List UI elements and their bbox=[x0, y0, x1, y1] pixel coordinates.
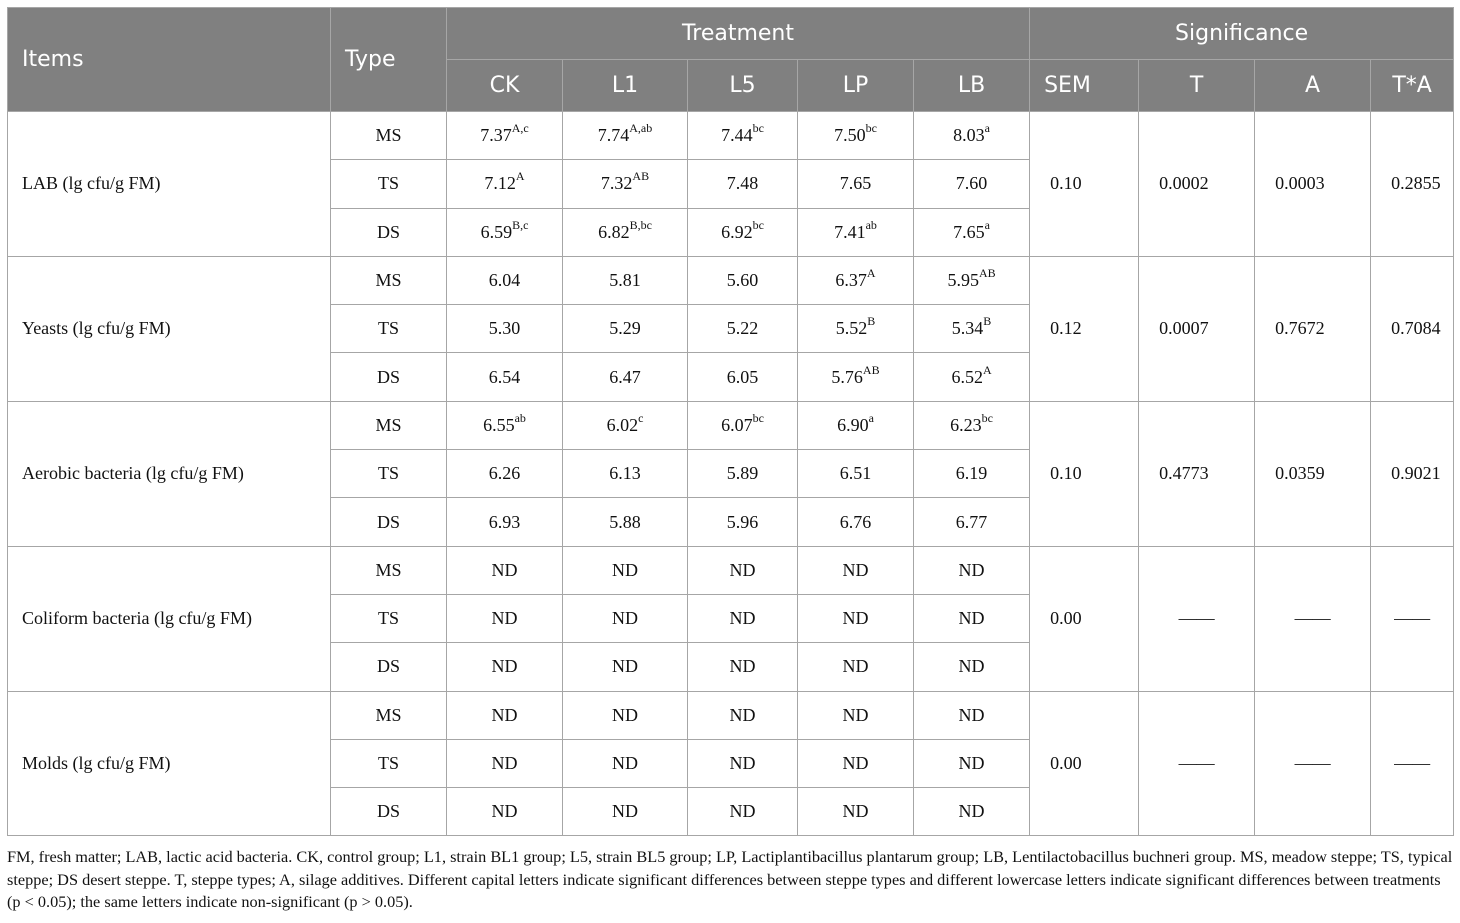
stat-cell: 0.00 bbox=[1030, 546, 1139, 691]
table-row bbox=[8, 691, 1454, 739]
value-cell bbox=[688, 353, 798, 401]
type-cell: TS bbox=[331, 450, 447, 498]
table-body bbox=[8, 112, 1454, 836]
cell-value: 5.29 bbox=[609, 318, 641, 339]
value-cell bbox=[563, 305, 688, 353]
value-cell bbox=[688, 546, 798, 594]
cell-value: 7.44 bbox=[721, 125, 753, 146]
cell-value: 7.65 bbox=[953, 221, 985, 242]
stat-cell: 0.10 bbox=[1030, 112, 1139, 257]
cell-value: ND bbox=[842, 753, 869, 773]
header-stat-sem: SEM bbox=[1030, 60, 1139, 112]
cell-value: ND bbox=[612, 801, 638, 822]
cell-value: 7.37 bbox=[480, 125, 512, 146]
table-row bbox=[8, 546, 1454, 594]
header-treatment-l5: L5 bbox=[688, 60, 798, 112]
significance-letters: A,c bbox=[511, 121, 529, 136]
header-stat-ta: T*A bbox=[1371, 60, 1454, 112]
type-cell: MS bbox=[331, 112, 447, 160]
type-cell: TS bbox=[331, 594, 447, 642]
header-treatment-lb: LB bbox=[914, 60, 1030, 112]
stat-cell: —— bbox=[1371, 691, 1454, 836]
significance-letters: B,bc bbox=[629, 217, 652, 232]
value-cell bbox=[447, 594, 563, 642]
cell-value: ND bbox=[491, 801, 518, 822]
value-cell bbox=[914, 353, 1030, 401]
type-cell: MS bbox=[331, 256, 447, 304]
significance-letters: A,ab bbox=[629, 121, 653, 136]
stat-cell: 0.00 bbox=[1030, 691, 1139, 836]
cell-value: 6.59 bbox=[480, 221, 513, 242]
value-cell bbox=[914, 594, 1030, 642]
value-cell bbox=[798, 160, 914, 208]
cell-value: ND bbox=[958, 704, 985, 725]
value-cell bbox=[798, 450, 914, 498]
value-cell bbox=[447, 208, 563, 256]
significance-letters: a bbox=[984, 121, 990, 136]
type-cell: MS bbox=[331, 401, 447, 449]
cell-value: ND bbox=[729, 559, 756, 580]
item-label: LAB (lg cfu/g FM) bbox=[8, 112, 331, 257]
stat-cell: 0.7672 bbox=[1255, 256, 1371, 401]
value-cell bbox=[563, 788, 688, 836]
value-cell bbox=[688, 256, 798, 304]
cell-value: ND bbox=[612, 608, 638, 629]
stat-cell: 0.0002 bbox=[1139, 112, 1255, 257]
value-cell bbox=[914, 691, 1030, 739]
significance-letters: bc bbox=[752, 217, 764, 232]
cell-value: 7.41 bbox=[834, 221, 866, 242]
table-row bbox=[8, 256, 1454, 304]
header-treatment-ck: CK bbox=[447, 60, 563, 112]
cell-value: ND bbox=[842, 559, 869, 580]
value-cell bbox=[447, 112, 563, 160]
item-label: Molds (lg cfu/g FM) bbox=[8, 691, 331, 836]
value-cell bbox=[914, 256, 1030, 304]
value-cell bbox=[563, 546, 688, 594]
header-treatment-lp: LP bbox=[798, 60, 914, 112]
type-cell: TS bbox=[331, 739, 447, 787]
significance-letters: AB bbox=[632, 169, 650, 184]
value-cell bbox=[688, 401, 798, 449]
item-label: Aerobic bacteria (lg cfu/g FM) bbox=[8, 401, 331, 546]
table-row bbox=[8, 401, 1454, 449]
value-cell bbox=[914, 739, 1030, 787]
value-cell bbox=[447, 256, 563, 304]
value-cell bbox=[447, 788, 563, 836]
value-cell bbox=[563, 594, 688, 642]
type-cell: TS bbox=[331, 305, 447, 353]
cell-value: 6.26 bbox=[488, 463, 521, 484]
cell-value: 7.48 bbox=[726, 173, 759, 194]
significance-letters: A bbox=[866, 266, 876, 281]
stat-cell: 0.0359 bbox=[1255, 401, 1371, 546]
value-cell bbox=[563, 112, 688, 160]
significance-letters: c bbox=[638, 410, 644, 425]
value-cell bbox=[798, 594, 914, 642]
significance-letters: B bbox=[867, 314, 876, 329]
value-cell bbox=[563, 353, 688, 401]
stat-cell: —— bbox=[1371, 546, 1454, 691]
cell-value: ND bbox=[612, 559, 638, 580]
cell-value: 8.03 bbox=[953, 125, 985, 146]
cell-value: 5.34 bbox=[951, 318, 984, 339]
value-cell bbox=[447, 739, 563, 787]
cell-value: ND bbox=[842, 656, 869, 677]
header-treatment: Treatment bbox=[447, 8, 1030, 60]
significance-letters: B,c bbox=[512, 217, 529, 232]
cell-value: 6.54 bbox=[488, 366, 521, 387]
cell-value: ND bbox=[491, 704, 518, 725]
value-cell bbox=[798, 305, 914, 353]
value-cell bbox=[914, 546, 1030, 594]
cell-value: 5.60 bbox=[726, 270, 759, 291]
cell-value: 6.51 bbox=[839, 463, 872, 484]
cell-value: 5.95 bbox=[947, 270, 979, 291]
cell-value: 5.89 bbox=[726, 463, 759, 484]
value-cell bbox=[563, 256, 688, 304]
stat-cell: 0.4773 bbox=[1139, 401, 1255, 546]
cell-value: ND bbox=[842, 801, 869, 822]
cell-value: ND bbox=[842, 704, 869, 725]
value-cell bbox=[563, 739, 688, 787]
significance-letters: AB bbox=[862, 362, 880, 377]
cell-value: 6.55 bbox=[483, 414, 515, 435]
cell-value: ND bbox=[729, 753, 756, 773]
cell-value: 6.13 bbox=[609, 463, 641, 484]
cell-value: 6.47 bbox=[609, 366, 641, 387]
stat-cell: 0.0003 bbox=[1255, 112, 1371, 257]
cell-value: ND bbox=[491, 656, 518, 677]
cell-value: 6.77 bbox=[955, 511, 988, 532]
value-cell bbox=[798, 788, 914, 836]
cell-value: ND bbox=[842, 608, 869, 629]
value-cell bbox=[798, 546, 914, 594]
header-treatment-l1: L1 bbox=[563, 60, 688, 112]
cell-value: 5.76 bbox=[831, 366, 863, 387]
value-cell bbox=[688, 643, 798, 691]
cell-value: 6.04 bbox=[488, 270, 521, 291]
value-cell bbox=[914, 305, 1030, 353]
value-cell bbox=[447, 643, 563, 691]
cell-value: 6.82 bbox=[598, 221, 630, 242]
type-cell: TS bbox=[331, 160, 447, 208]
type-cell: DS bbox=[331, 788, 447, 836]
significance-letters: bc bbox=[752, 410, 764, 425]
value-cell bbox=[563, 643, 688, 691]
value-cell bbox=[447, 450, 563, 498]
cell-value: ND bbox=[491, 753, 518, 773]
cell-value: 7.32 bbox=[600, 173, 633, 194]
cell-value: ND bbox=[729, 608, 756, 629]
stat-cell: 0.9021 bbox=[1371, 401, 1454, 546]
cell-value: ND bbox=[612, 656, 638, 677]
cell-value: 7.60 bbox=[955, 173, 988, 194]
significance-letters: AB bbox=[978, 266, 996, 281]
cell-value: 5.22 bbox=[726, 318, 759, 339]
value-cell bbox=[798, 208, 914, 256]
type-cell: MS bbox=[331, 691, 447, 739]
cell-value: 7.50 bbox=[834, 125, 866, 146]
value-cell bbox=[688, 691, 798, 739]
stat-cell: 0.0007 bbox=[1139, 256, 1255, 401]
value-cell bbox=[563, 691, 688, 739]
value-cell bbox=[447, 305, 563, 353]
cell-value: 5.81 bbox=[609, 270, 641, 291]
value-cell bbox=[563, 208, 688, 256]
cell-value: ND bbox=[958, 753, 985, 773]
header-items: Items bbox=[8, 8, 331, 112]
cell-value: 5.88 bbox=[609, 511, 641, 532]
stat-cell: 0.2855 bbox=[1371, 112, 1454, 257]
stat-cell: —— bbox=[1255, 691, 1371, 836]
item-label: Yeasts (lg cfu/g FM) bbox=[8, 256, 331, 401]
type-cell: DS bbox=[331, 643, 447, 691]
cell-value: 7.12 bbox=[484, 173, 516, 194]
cell-value: ND bbox=[612, 753, 638, 773]
significance-letters: a bbox=[868, 410, 874, 425]
value-cell bbox=[798, 256, 914, 304]
value-cell bbox=[563, 450, 688, 498]
cell-value: ND bbox=[729, 801, 756, 822]
stat-cell: 0.12 bbox=[1030, 256, 1139, 401]
value-cell bbox=[688, 594, 798, 642]
value-cell bbox=[688, 498, 798, 546]
cell-value: 6.23 bbox=[950, 414, 982, 435]
value-cell bbox=[563, 498, 688, 546]
value-cell bbox=[914, 643, 1030, 691]
value-cell bbox=[688, 788, 798, 836]
value-cell bbox=[563, 401, 688, 449]
cell-value: ND bbox=[958, 608, 985, 629]
cell-value: 6.93 bbox=[488, 511, 521, 532]
value-cell bbox=[914, 160, 1030, 208]
value-cell bbox=[447, 498, 563, 546]
significance-letters: A bbox=[982, 362, 992, 377]
significance-letters: ab bbox=[865, 217, 877, 232]
value-cell bbox=[688, 112, 798, 160]
cell-value: 7.65 bbox=[839, 173, 872, 194]
value-cell bbox=[688, 160, 798, 208]
cell-value: 6.37 bbox=[835, 270, 867, 291]
value-cell bbox=[447, 401, 563, 449]
value-cell bbox=[447, 691, 563, 739]
cell-value: 6.19 bbox=[955, 463, 988, 484]
significance-letters: bc bbox=[752, 121, 764, 136]
cell-value: ND bbox=[729, 656, 756, 677]
stat-cell: 0.10 bbox=[1030, 401, 1139, 546]
cell-value: ND bbox=[729, 704, 756, 725]
significance-letters: ab bbox=[514, 410, 526, 425]
cell-value: 6.02 bbox=[606, 414, 639, 435]
cell-value: 6.52 bbox=[951, 366, 983, 387]
value-cell bbox=[688, 305, 798, 353]
value-cell bbox=[798, 691, 914, 739]
header-significance: Significance bbox=[1030, 8, 1454, 60]
cell-value: 6.05 bbox=[726, 366, 759, 387]
significance-letters: bc bbox=[981, 410, 993, 425]
value-cell bbox=[914, 208, 1030, 256]
significance-letters: B bbox=[983, 314, 992, 329]
value-cell bbox=[914, 788, 1030, 836]
type-cell: DS bbox=[331, 208, 447, 256]
cell-value: 6.92 bbox=[721, 221, 753, 242]
data-table bbox=[7, 7, 1454, 836]
significance-letters: A bbox=[515, 169, 525, 184]
value-cell bbox=[914, 112, 1030, 160]
cell-value: ND bbox=[491, 608, 518, 629]
significance-letters: bc bbox=[865, 121, 877, 136]
table-header bbox=[8, 8, 1454, 112]
cell-value: ND bbox=[958, 801, 985, 822]
value-cell bbox=[914, 401, 1030, 449]
value-cell bbox=[798, 739, 914, 787]
value-cell bbox=[914, 450, 1030, 498]
stat-cell: —— bbox=[1139, 546, 1255, 691]
value-cell bbox=[688, 208, 798, 256]
cell-value: 6.76 bbox=[839, 511, 872, 532]
cell-value: ND bbox=[958, 656, 985, 677]
value-cell bbox=[447, 160, 563, 208]
value-cell bbox=[798, 498, 914, 546]
stat-cell: 0.7084 bbox=[1371, 256, 1454, 401]
value-cell bbox=[563, 160, 688, 208]
value-cell bbox=[447, 546, 563, 594]
type-cell: MS bbox=[331, 546, 447, 594]
header-stat-a: A bbox=[1255, 60, 1371, 112]
cell-value: ND bbox=[491, 559, 518, 580]
value-cell bbox=[798, 401, 914, 449]
cell-value: 6.90 bbox=[837, 414, 869, 435]
cell-value: 6.07 bbox=[721, 414, 753, 435]
cell-value: ND bbox=[612, 704, 638, 725]
cell-value: 7.74 bbox=[597, 125, 630, 146]
footnote: FM, fresh matter; LAB, lactic acid bacteria. CK, control group; L1, strain BL1 group; L5, strain BL5 group; LP, Lactiplantibacillus plantarum group; LB, Lentilactobacillus buchneri group. MS, meadow steppe; TS, typical steppe; DS desert steppe. T, steppe types; A, silage additives. Different capital letters indicate significant differences between steppe types and different lowercase letters indicate significant differences between treatments (p < 0.05); the same letters indicate non-significant (p > 0.05). bbox=[7, 847, 1453, 911]
value-cell bbox=[798, 643, 914, 691]
table-row bbox=[8, 112, 1454, 160]
cell-value: 5.52 bbox=[835, 318, 868, 339]
value-cell bbox=[447, 353, 563, 401]
value-cell bbox=[914, 498, 1030, 546]
cell-value: 5.30 bbox=[488, 318, 521, 339]
cell-value: ND bbox=[958, 559, 985, 580]
header-stat-t: T bbox=[1139, 60, 1255, 112]
value-cell bbox=[688, 739, 798, 787]
significance-letters: a bbox=[984, 217, 990, 232]
cell-value: 5.96 bbox=[726, 511, 759, 532]
item-label: Coliform bacteria (lg cfu/g FM) bbox=[8, 546, 331, 691]
value-cell bbox=[688, 450, 798, 498]
value-cell bbox=[798, 353, 914, 401]
type-cell: DS bbox=[331, 498, 447, 546]
stat-cell: —— bbox=[1255, 546, 1371, 691]
header-type: Type bbox=[331, 8, 447, 112]
stat-cell: —— bbox=[1139, 691, 1255, 836]
type-cell: DS bbox=[331, 353, 447, 401]
value-cell bbox=[798, 112, 914, 160]
